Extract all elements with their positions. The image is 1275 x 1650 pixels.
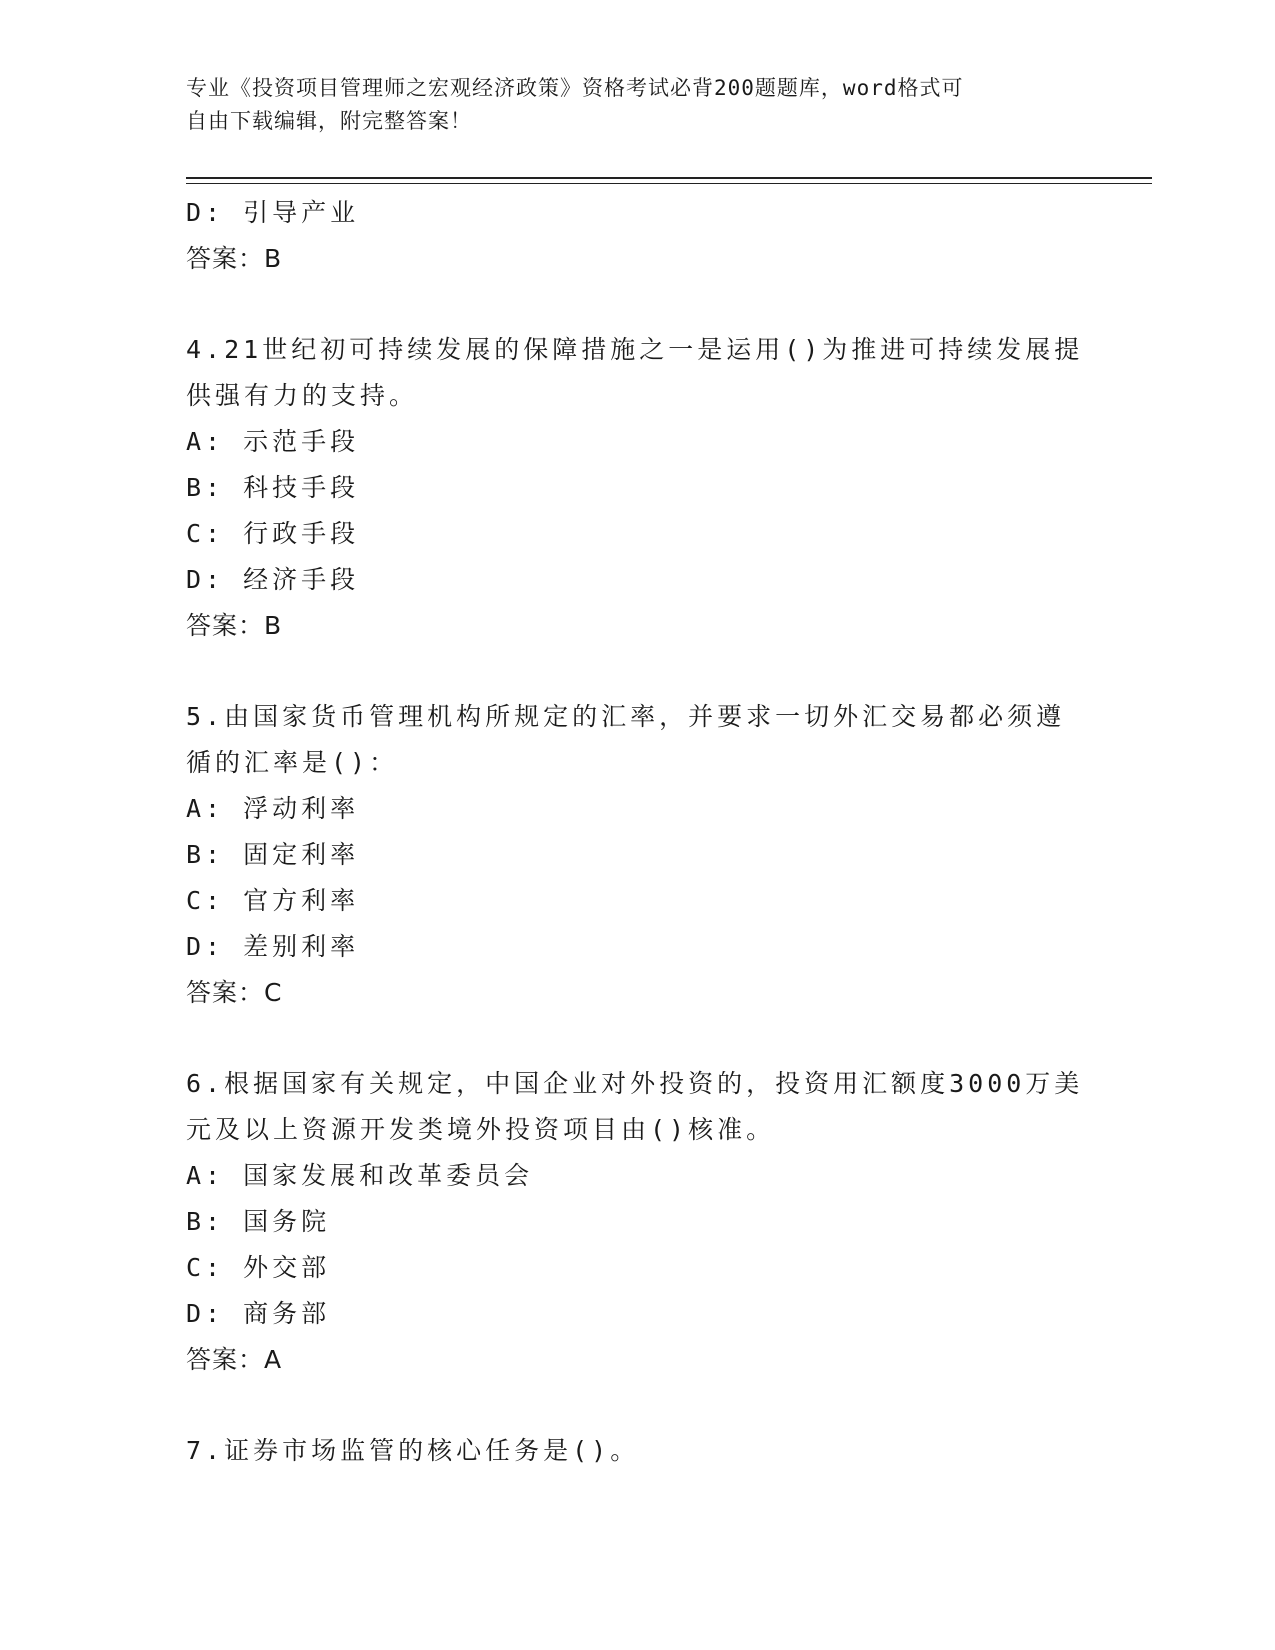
option-a: A: 示范手段 bbox=[186, 427, 360, 456]
question-stem-line: 供强有力的支持。 bbox=[186, 381, 419, 410]
question-7 bbox=[186, 1428, 1086, 1474]
question-6 bbox=[186, 1061, 1086, 1383]
option-c: C: 官方利率 bbox=[186, 886, 360, 915]
question-4 bbox=[186, 327, 1086, 649]
option-b: B: 固定利率 bbox=[186, 840, 360, 869]
question-stem-line: 循的汇率是()： bbox=[186, 748, 399, 777]
question-spacer bbox=[186, 1383, 1086, 1428]
document-header bbox=[186, 72, 1066, 138]
header-divider-thin bbox=[186, 183, 1152, 184]
option-b: B: 科技手段 bbox=[186, 473, 360, 502]
question-stem-line: 7.证券市场监管的核心任务是()。 bbox=[186, 1436, 640, 1465]
question-spacer bbox=[186, 1016, 1086, 1061]
answer-line: 答案：B bbox=[186, 611, 283, 640]
answer-line: 答案：C bbox=[186, 978, 283, 1007]
option-b: B: 国务院 bbox=[186, 1207, 331, 1236]
question-stem-line: 元及以上资源开发类境外投资项目由()核准。 bbox=[186, 1115, 776, 1144]
option-c: C: 行政手段 bbox=[186, 519, 360, 548]
option-d: D: 差别利率 bbox=[186, 932, 360, 961]
question-stem-line: 5.由国家货币管理机构所规定的汇率，并要求一切外汇交易都必须遵 bbox=[186, 702, 1066, 731]
answer-line: 答案：A bbox=[186, 1345, 283, 1374]
question-spacer bbox=[186, 649, 1086, 694]
option-d: D: 商务部 bbox=[186, 1299, 331, 1328]
option-d: D: 经济手段 bbox=[186, 565, 360, 594]
header-line-1: 专业《投资项目管理师之宏观经济政策》资格考试必背200题题库，word格式可 bbox=[186, 76, 964, 100]
question-5 bbox=[186, 694, 1086, 1016]
option-a: A: 浮动利率 bbox=[186, 794, 360, 823]
question-stem-line: 6.根据国家有关规定，中国企业对外投资的，投资用汇额度3000万美 bbox=[186, 1069, 1084, 1098]
header-divider-thick bbox=[186, 177, 1152, 179]
option-c: C: 外交部 bbox=[186, 1253, 331, 1282]
question-list bbox=[186, 190, 1086, 1474]
question-stem-line: 4.21世纪初可持续发展的保障措施之一是运用()为推进可持续发展提 bbox=[186, 335, 1084, 364]
option-a: A: 国家发展和改革委员会 bbox=[186, 1161, 534, 1190]
option-d: D: 引导产业 bbox=[186, 198, 360, 227]
answer-line: 答案：B bbox=[186, 244, 283, 273]
header-line-2: 自由下载编辑，附完整答案！ bbox=[186, 109, 472, 133]
question-spacer bbox=[186, 282, 1086, 327]
